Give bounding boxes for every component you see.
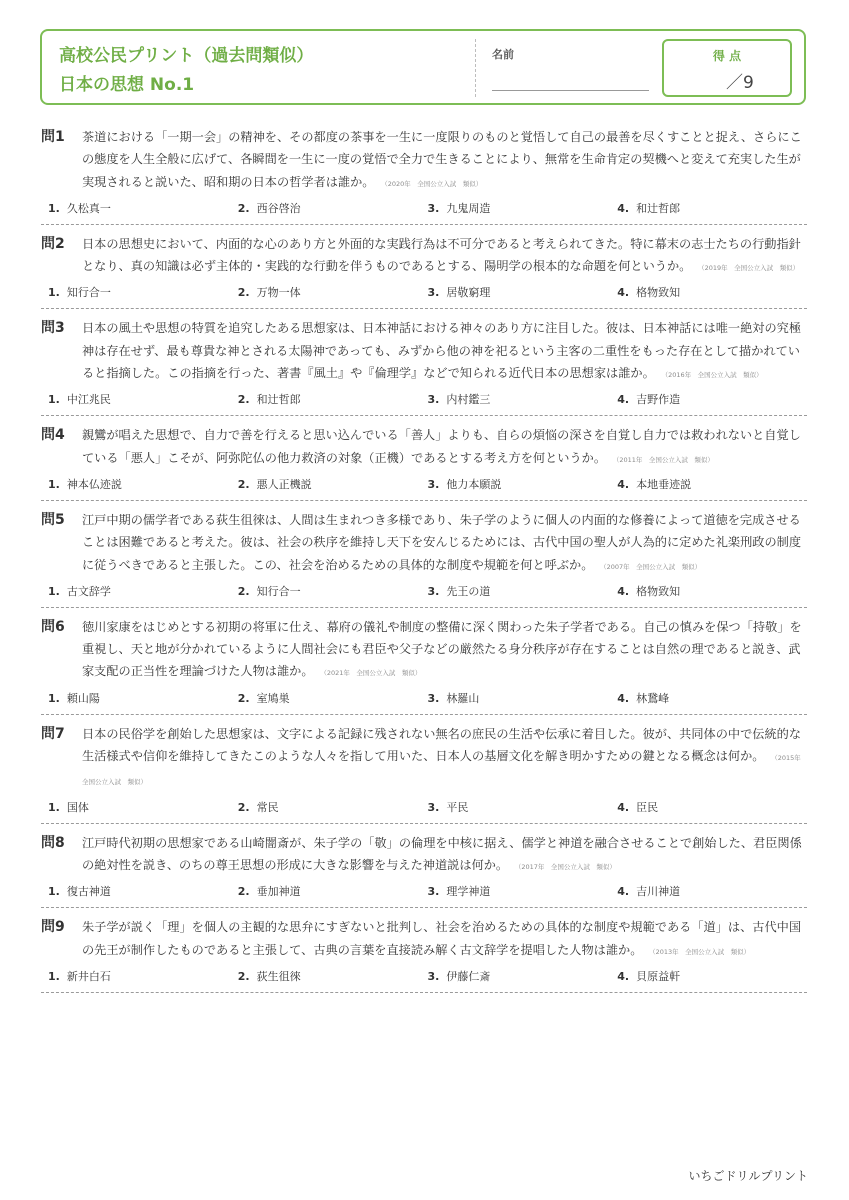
question-number: 問8 <box>41 834 65 851</box>
choice-list <box>41 476 807 492</box>
choice-number: 1. <box>48 800 60 814</box>
question-body <box>82 317 807 386</box>
choice-number: 2. <box>237 691 250 705</box>
question-source: （2013年 全国公立入試 類似） <box>652 947 751 956</box>
choice-label: 吉川神道 <box>636 885 681 899</box>
choice-label: 復古神道 <box>66 885 111 899</box>
choice-number: 4. <box>617 393 630 407</box>
footer-brand: いちごドリルプリント <box>688 1169 808 1183</box>
question-source: （2021年 全国公立入試 類似） <box>323 669 422 678</box>
choice-label: 九鬼周造 <box>446 201 491 215</box>
question-number: 問6 <box>41 618 65 635</box>
question-text: 日本の思想史において、内面的な心のあり方と外面的な実践行為は不可分であると考えられてきた。特に幕末の志士たちの行動指針となり、真の知識は必ず主体的・実践的な行動を伴うものであるとする、陽明学の根本的な命題を何というか。 <box>82 236 801 274</box>
choice-number: 2. <box>237 477 250 491</box>
choice-number: 3. <box>427 286 440 300</box>
choice-number: 2. <box>237 800 250 814</box>
choice-option[interactable] <box>48 284 238 300</box>
choice-option[interactable] <box>48 391 238 407</box>
choice-option[interactable] <box>428 200 618 216</box>
choice-label: 室鳩巣 <box>256 691 290 705</box>
question-number: 問5 <box>41 511 65 528</box>
choice-label: 理学神道 <box>446 885 491 899</box>
choice-number: 1. <box>48 477 60 491</box>
choice-number: 2. <box>237 286 250 300</box>
choice-option[interactable] <box>428 476 618 492</box>
choice-label: 和辻哲郎 <box>636 201 681 215</box>
choice-option[interactable] <box>48 476 238 492</box>
choice-option[interactable] <box>617 200 807 216</box>
choice-number: 3. <box>427 584 440 598</box>
choice-label: 和辻哲郎 <box>256 393 301 407</box>
choice-option[interactable] <box>48 968 238 984</box>
question-number: 問2 <box>41 235 65 252</box>
choice-number: 3. <box>427 691 440 705</box>
choice-option[interactable] <box>238 883 428 899</box>
question-body <box>82 723 807 794</box>
choice-list <box>41 690 807 706</box>
choice-label: 神本仏迹説 <box>66 477 122 491</box>
choice-label: 林羅山 <box>446 691 480 705</box>
choice-number: 1. <box>48 393 60 407</box>
choice-number: 3. <box>427 201 440 215</box>
choice-option[interactable] <box>48 799 238 815</box>
choice-label: 他力本願説 <box>446 477 502 491</box>
choice-option[interactable] <box>238 200 428 216</box>
choice-option[interactable] <box>428 391 618 407</box>
question-source: （2011年 全国公立入試 類似） <box>616 455 714 464</box>
score-value: ／9 <box>726 73 754 93</box>
choice-number: 2. <box>237 885 250 899</box>
question-text: 日本の民俗学を創始した思想家は、文字による記録に残されない無名の庶民の生活や伝承に着目した。彼が、共同体の中で伝統的な生活様式や信仰を維持してきたこのような人々を指して用いた、日本人の基層文化を解き明かすための鍵となる概念は何か。 <box>82 726 802 764</box>
question-text: 徳川家康をはじめとする初期の将軍に仕え、幕府の儀礼や制度の整備に深く関わった朱子学者である。自己の慎みを保つ「持敬」を重視し、天と地が分かれているように人間社会にも君臣や父子などの厳然たる身分秩序が存在することは自然の理であると説き、武家支配の正当性を理論づけた人物は誰か。 <box>82 619 802 679</box>
choice-option[interactable] <box>617 799 807 815</box>
choice-label: 頼山陽 <box>66 691 100 705</box>
choice-number: 4. <box>617 885 630 899</box>
question-item <box>41 832 807 909</box>
choice-number: 2. <box>237 969 250 983</box>
choice-number: 4. <box>617 477 630 491</box>
question-item <box>41 317 807 416</box>
choice-option[interactable] <box>238 391 428 407</box>
choice-number: 4. <box>617 201 630 215</box>
question-number: 問4 <box>41 427 65 444</box>
question-source: （2016年 全国公立入試 類似） <box>664 371 763 380</box>
choice-option[interactable] <box>428 284 618 300</box>
choice-label: 国体 <box>66 800 89 814</box>
choice-number: 1. <box>48 969 60 983</box>
choice-label: 垂加神道 <box>256 885 301 899</box>
choice-number: 4. <box>617 969 630 983</box>
choice-number: 1. <box>48 885 60 899</box>
question-body <box>82 616 807 685</box>
question-text: 朱子学が説く「理」を個人の主観的な思弁にすぎないと批判し、社会を治めるための具体的な制度や規範である「道」は、古代中国の先王が制作したものであると主張して、古典の言葉を直接読み解く古文辞学を提唱した人物は誰か。 <box>82 920 802 957</box>
choice-label: 伊藤仁斎 <box>446 969 491 983</box>
name-field[interactable] <box>492 90 649 91</box>
choice-option[interactable] <box>48 583 238 599</box>
choice-option[interactable] <box>428 690 618 706</box>
choice-label: 常民 <box>256 800 279 814</box>
choice-label: 西谷啓治 <box>256 201 301 215</box>
choice-number: 3. <box>427 393 440 407</box>
choice-option[interactable] <box>617 690 807 706</box>
question-text: 江戸時代初期の思想家である山崎闇斎が、朱子学の「敬」の倫理を中核に据え、儒学と神道を融合させることで創始した、君臣関係の絶対性を説き、のちの尊王思想の形成に大きな影響を与えた神道説は何か。 <box>82 835 802 872</box>
choice-list <box>41 799 807 815</box>
question-text: 茶道における「一期一会」の精神を、その都度の茶事を一生に一度限りのものと覚悟して自己の最善を尽くすことと捉え、さらにこの態度を人生全般に広げて、各瞬間を一生に一度の覚悟で全力で生きることにより、無常を生命肯定の契機へと変えて充実した生が実現されると説いた、昭和期の日本の哲学者は誰か。 <box>82 130 802 189</box>
choice-label: 荻生徂徠 <box>256 969 301 983</box>
question-number: 問1 <box>41 129 65 145</box>
choice-option[interactable] <box>617 583 807 599</box>
choice-number: 4. <box>617 584 630 598</box>
choice-label: 知行合一 <box>66 286 111 300</box>
question-text: 親鸞が唱えた思想で、自力で善を行えると思い込んでいる「善人」よりも、自らの煩悩の深さを自覚し自力では救われないと自覚している「悪人」こそが、阿弥陀仏の他力救済の対象（正機）であるとする考え方を何というか。 <box>82 428 801 465</box>
choice-number: 1. <box>48 286 60 300</box>
score-box <box>662 39 792 97</box>
question-number: 問7 <box>41 725 65 742</box>
choice-label: 古文辞学 <box>66 584 111 598</box>
choice-number: 3. <box>427 477 440 491</box>
choice-number: 2. <box>237 201 250 215</box>
choice-label: 居敬窮理 <box>446 286 491 300</box>
question-source: （2017年 全国公立入試 類似） <box>518 862 616 871</box>
choice-label: 久松真一 <box>66 201 111 215</box>
question-item <box>41 126 807 225</box>
choice-list <box>41 583 807 599</box>
choice-option[interactable] <box>238 690 428 706</box>
choice-label: 知行合一 <box>256 584 301 598</box>
choice-option[interactable] <box>428 968 618 984</box>
choice-list <box>41 883 807 899</box>
choice-label: 格物致知 <box>636 286 681 300</box>
choice-number: 2. <box>237 393 250 407</box>
choice-number: 3. <box>427 885 440 899</box>
question-source: （2007年 全国公立入試 類似） <box>603 562 702 571</box>
question-source: （2019年 全国公立入試 類似） <box>701 264 800 273</box>
choice-number: 3. <box>427 800 440 814</box>
choice-option[interactable] <box>617 284 807 300</box>
question-item <box>41 424 807 501</box>
question-body <box>82 832 807 879</box>
choice-list <box>41 200 807 216</box>
question-text: 江戸中期の儒学者である荻生徂徠は、人間は生まれつき多様であり、朱子学のように個人の内面的な修養によって道徳を完成させることは困難であると考えた。彼は、社会の秩序を維持し天下を安んじるためには、古代中国の聖人が人為的に定めた礼楽刑政の制度に従うべきであると主張した。この、社会を治めるための具体的な制度や規範を何と呼ぶか。 <box>82 512 802 572</box>
choice-number: 3. <box>427 969 440 983</box>
choice-label: 平民 <box>446 800 469 814</box>
choice-label: 林鵞峰 <box>636 691 670 705</box>
choice-number: 4. <box>617 800 630 814</box>
choice-label: 吉野作造 <box>636 393 681 407</box>
choice-label: 格物致知 <box>636 584 681 598</box>
choice-option[interactable] <box>48 883 238 899</box>
choice-number: 4. <box>617 691 630 705</box>
choice-number: 1. <box>48 584 60 598</box>
choice-option[interactable] <box>617 968 807 984</box>
choice-label: 先王の道 <box>446 584 491 598</box>
question-item <box>41 509 807 608</box>
choice-number: 1. <box>48 201 60 215</box>
question-body <box>82 233 807 280</box>
question-body <box>82 424 807 471</box>
choice-option[interactable] <box>48 200 238 216</box>
question-number: 問3 <box>41 320 65 337</box>
question-list <box>41 126 807 1001</box>
choice-number: 2. <box>237 584 250 598</box>
question-body <box>82 126 807 195</box>
choice-label: 臣民 <box>636 800 659 814</box>
question-number: 問9 <box>41 919 65 936</box>
choice-label: 本地垂迹説 <box>636 477 692 491</box>
choice-label: 悪人正機説 <box>256 477 312 491</box>
choice-label: 新井白石 <box>66 969 111 983</box>
choice-number: 1. <box>48 691 60 705</box>
choice-option[interactable] <box>238 968 428 984</box>
question-item <box>41 916 807 993</box>
choice-option[interactable] <box>617 391 807 407</box>
name-label: 名前 <box>492 48 514 61</box>
choice-option[interactable] <box>238 476 428 492</box>
choice-list <box>41 391 807 407</box>
question-text: 日本の風土や思想の特質を追究したある思想家は、日本神話における神々のあり方に注目した。彼は、日本神話には唯一絶対の究極神は存在せず、最も尊貴な神とされる太陽神であっても、みずから他の神を祀るという主客の二重性をもった存在として描かれていると指摘した。この指摘を行った、著書『風土』や『倫理学』などで知られる近代日本の思想家は誰か。 <box>82 321 802 381</box>
question-source: （2020年 全国公立入試 類似） <box>384 179 483 188</box>
question-item <box>41 723 807 824</box>
choice-number: 4. <box>617 286 630 300</box>
question-body <box>82 509 807 578</box>
choice-label: 内村鑑三 <box>446 393 491 407</box>
header-divider <box>475 39 476 97</box>
worksheet-title: 高校公民プリント（過去問類似） <box>59 46 314 66</box>
score-label: 得 点 <box>712 49 742 63</box>
choice-option[interactable] <box>428 583 618 599</box>
worksheet-header <box>40 29 806 105</box>
choice-option[interactable] <box>238 284 428 300</box>
choice-option[interactable] <box>617 476 807 492</box>
choice-option[interactable] <box>428 799 618 815</box>
choice-option[interactable] <box>238 583 428 599</box>
question-item <box>41 233 807 310</box>
choice-option[interactable] <box>238 799 428 815</box>
question-body <box>82 916 807 963</box>
choice-option[interactable] <box>48 690 238 706</box>
choice-label: 貝原益軒 <box>636 969 681 983</box>
choice-label: 中江兆民 <box>66 393 111 407</box>
choice-label: 万物一体 <box>256 286 301 300</box>
choice-option[interactable] <box>617 883 807 899</box>
choice-option[interactable] <box>428 883 618 899</box>
worksheet-subtitle: 日本の思想 No.1 <box>59 75 195 95</box>
choice-list <box>41 284 807 300</box>
question-source: （2015年 全国公立入試 類似） <box>82 754 808 787</box>
question-item <box>41 616 807 715</box>
choice-list <box>41 968 807 984</box>
